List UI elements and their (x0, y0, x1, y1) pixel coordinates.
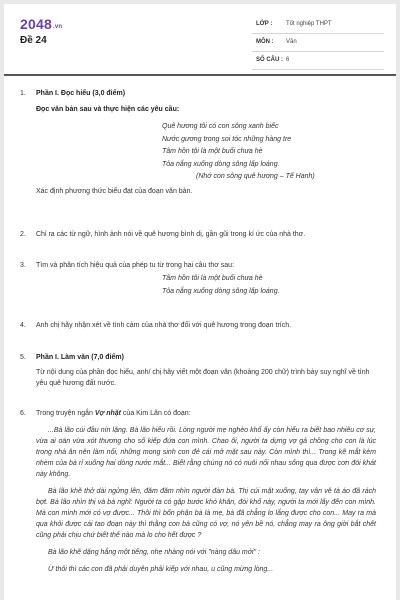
poem (36, 273, 376, 298)
logo-text: 2048 (20, 16, 52, 32)
meta-mon (252, 34, 384, 52)
poem-line: Quê hương tôi có con sông xanh biếc (162, 123, 279, 130)
question-text: Anh chị hãy nhận xét về tình cảm của nhà thơ đối với quê hương trong đoạn trích. (36, 322, 292, 329)
question-number: 1. (20, 90, 26, 97)
meta-socau (252, 52, 384, 70)
meta-label: LỚP : (256, 21, 273, 27)
excerpt-paragraph: Bà lão khẽ thở dài ngửng lên, đăm đăm nhìn người đàn bà. Thị cúi mặt xuống, tay vân vê tà áo đã rách bợt. Bà lão nhìn thị và bà nghĩ: Người ta có gặp bước khó khăn, đói khổ này, người ta mới lấy đến con mình. Mà con mình mới có vợ được... Thôi thì bổn phận bà là mẹ, bà đã chẳng lo lắng được cho con... May ra mà qua khỏi được cái tao đoạn này thì thằng con bà cũng có vợ, nó yên bề nó, chẳng may ra ông giời bắt chết cũng phải chịu chứ biết thế nào mà lo cho hết được ? (36, 488, 376, 539)
excerpt-paragraph: Ừ thôi thì các con đã phải duyên phải kiếp với nhau, u cũng mừng lòng... (48, 566, 274, 573)
question-number: 3. (20, 262, 26, 269)
question-text: Tìm và phân tích hiệu quả của phép tu từ trong hai câu thơ sau: (36, 262, 235, 269)
question-intro (36, 408, 376, 419)
excerpt-paragraph: ...Bà lão cúi đầu nín lặng. Bà lão hiểu rồi. Lòng người mẹ nghèo khổ ấy còn hiểu ra biết bao nhiêu cơ sự, vừa ai oán vừa xót thương cho số kiếp đứa con mình. Chao ôi, người ta dựng vợ gả chồng cho con là lúc trong nhà ăn nên làm nổi, những mong sinh con đẻ cái mở mặt sau này. Còn mình thì... Trong kẽ mắt kèm nhèm của bà rỉ xuống hai dòng nước mắt... Biết rằng chúng nó có nuôi nổi nhau sống qua được cơn đói khát này không. (36, 427, 376, 478)
exam-title: Đề 24 (20, 35, 47, 46)
question-number: 6. (20, 410, 26, 417)
question-number: 2. (20, 231, 26, 238)
poem-line: Nước gương trong soi tóc những hàng tre (162, 135, 292, 143)
site-logo[interactable] (20, 16, 62, 32)
instruction: Đọc văn bản sau và thực hiện các yêu cầu: (36, 106, 180, 113)
poem-line: Tỏa nắng xuống dòng sông lấp loáng. (162, 160, 280, 168)
question-number: 4. (20, 322, 26, 329)
section-title: Phần I. Làm văn (7,0 điểm) (36, 354, 124, 361)
meta-lop (252, 16, 384, 34)
logo-tld: .vn (52, 24, 63, 30)
poem-line: Tâm hồn tôi là một buổi chưa hè (162, 275, 263, 282)
poem (36, 121, 376, 171)
meta-value: Văn (286, 39, 297, 45)
intro-text: Trong truyện ngắn (36, 410, 95, 417)
meta-label: SỐ CÂU : (256, 57, 283, 63)
intro-text: của Kim Lân có đoạn: (120, 410, 191, 417)
poem-source: (Nhớ con sông quê hương – Tế Hanh) (196, 173, 315, 180)
document-header (4, 4, 396, 74)
section-title: Phần I. Đọc hiểu (3,0 điểm) (36, 90, 126, 97)
meta-value: Tốt nghiệp THPT (286, 21, 332, 27)
question-text: Chỉ ra các từ ngữ, hình ảnh nói về quê hương bình dị, gần gũi trong kí ức của nhà thơ. (36, 231, 306, 238)
poem-line: Tâm hồn tôi là một buổi chưa hè (162, 148, 263, 155)
question-text: Xác định phương thức biểu đạt của đoạn văn bản. (36, 188, 193, 195)
meta-value: 6 (286, 57, 290, 63)
poem-line: Tỏa nắng xuống dòng sông lấp loáng. (162, 287, 280, 295)
excerpt-paragraph: Bà lão khẽ dặng hắng một tiếng, nhẹ nhàng nói với "nàng dâu mới" : (48, 549, 260, 556)
meta-label: MÔN : (256, 39, 274, 45)
header-divider (4, 74, 396, 76)
question-number: 5. (20, 354, 26, 361)
story-title: Vợ nhặt (94, 410, 121, 417)
question-text: Từ nội dung của phần đọc hiểu, anh/ chị hãy viết một đoạn văn (khoảng 200 chữ) trình bày suy nghĩ về tình yêu quê hương đất nước. (36, 369, 370, 387)
document-page (4, 4, 396, 600)
